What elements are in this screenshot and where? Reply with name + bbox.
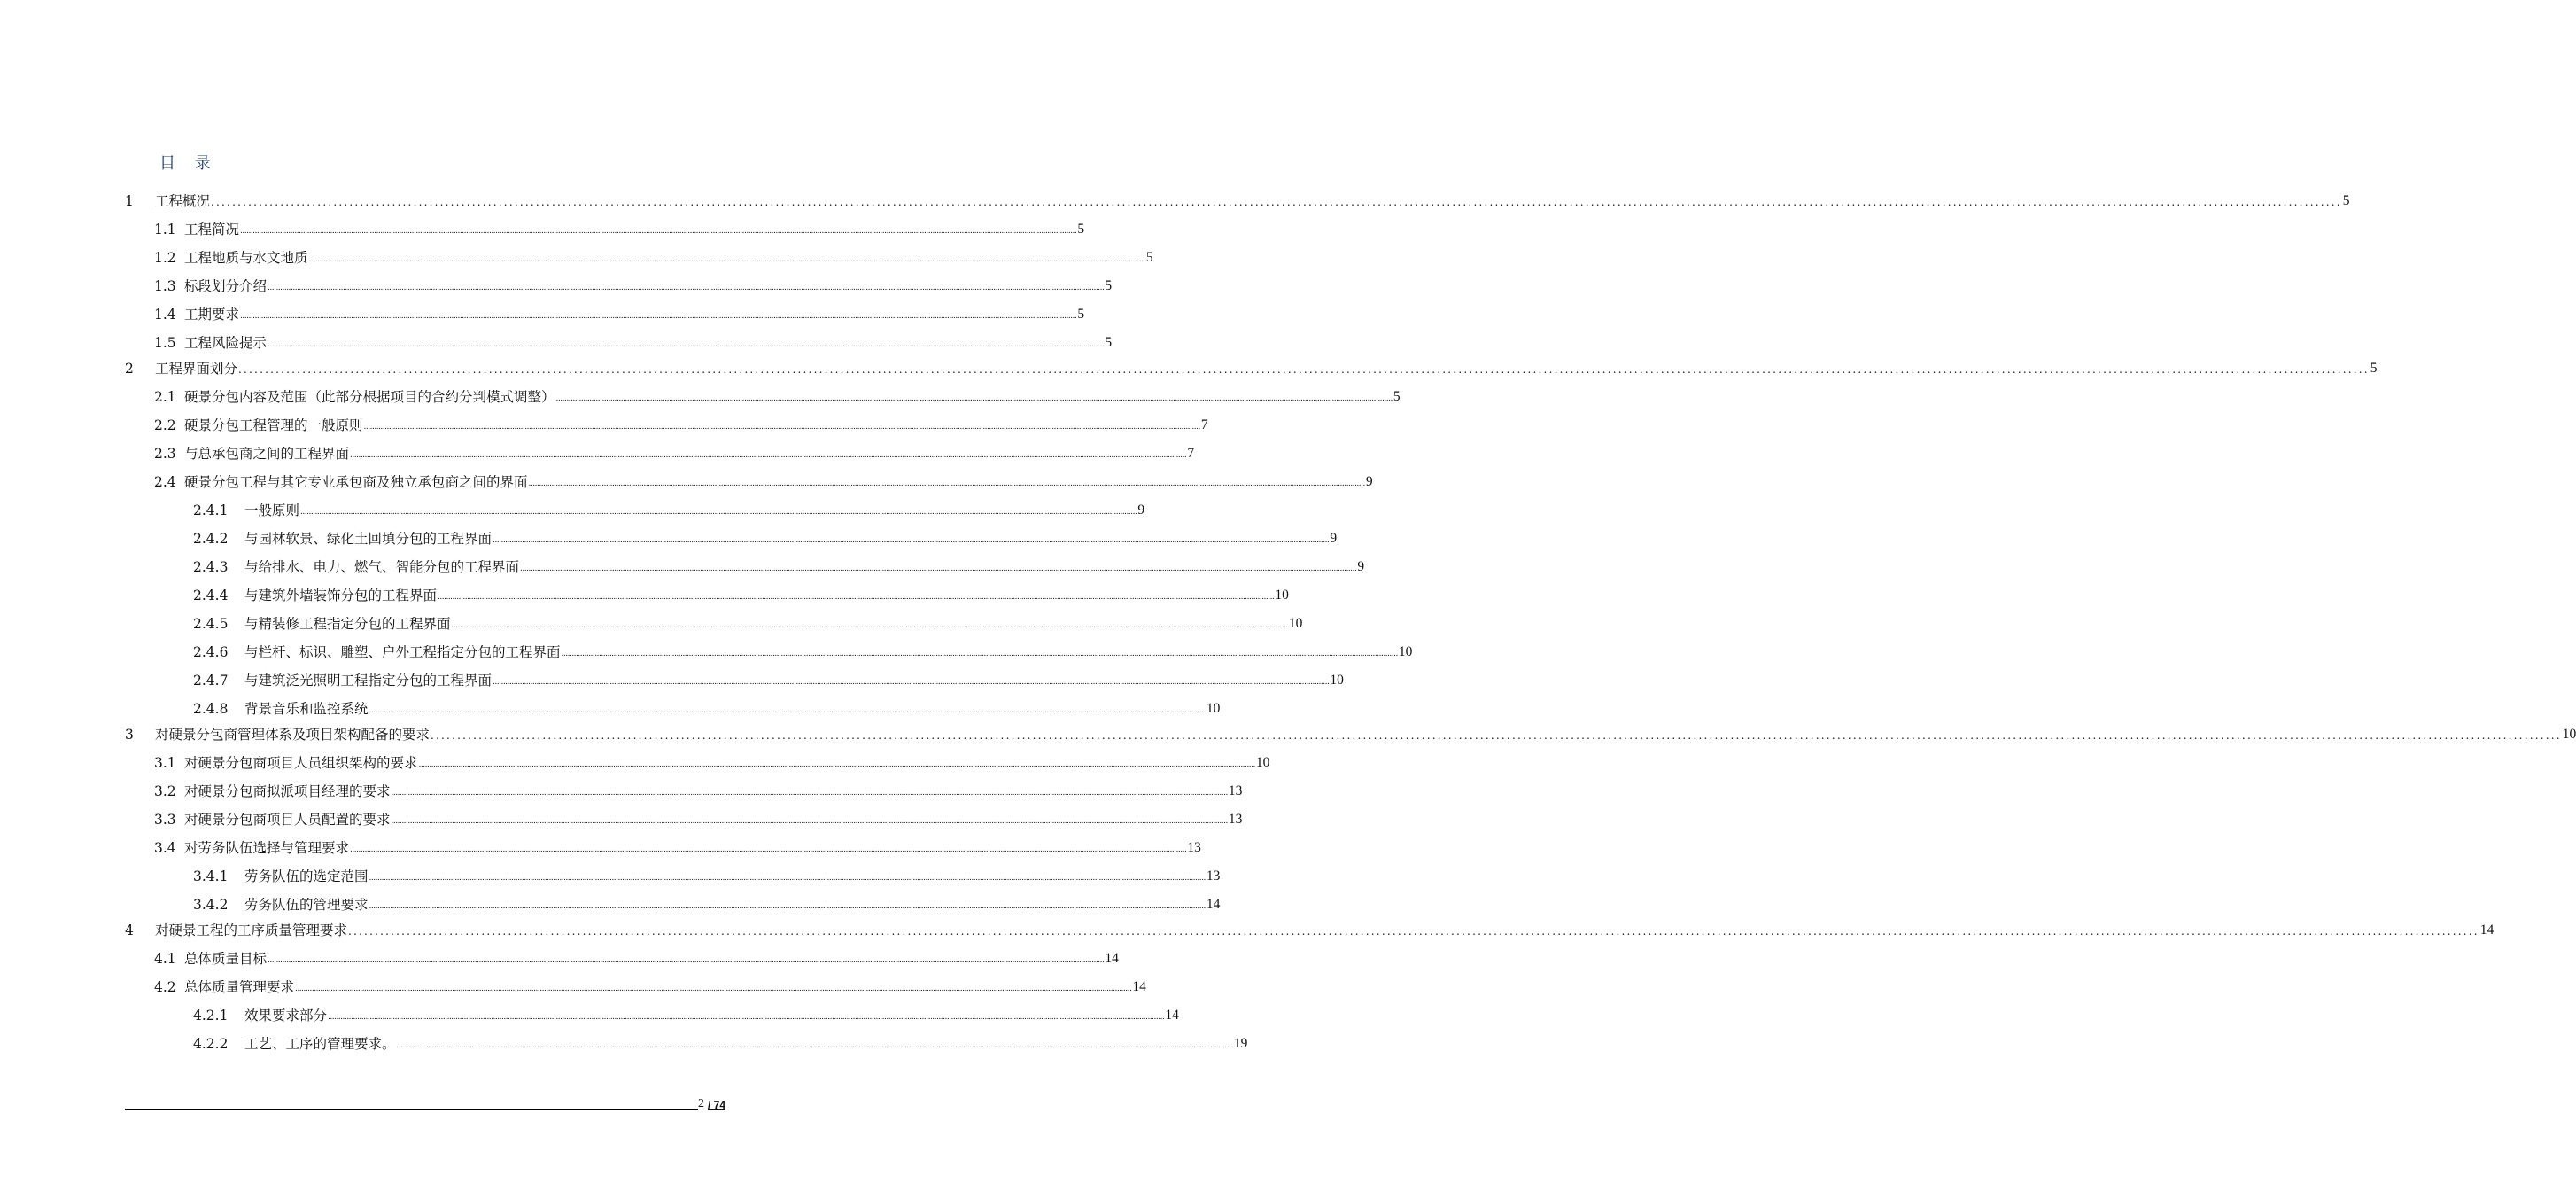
footer-page-total: / 74	[708, 1099, 726, 1111]
toc-entry-page: 13	[1206, 868, 1221, 884]
toc-entry-number: 1	[125, 193, 134, 209]
toc-entry-page: 14	[1105, 951, 1119, 966]
toc-entry-page: 9	[1137, 502, 1145, 518]
toc-entry-number: 2.4.2	[193, 531, 229, 547]
toc-entry-page: 10	[1398, 644, 1413, 659]
toc-dot-leader: ................................................................................................................................................................................................................................................................................................................................................................................................................	[348, 925, 2479, 938]
toc-entry-2-3[interactable]	[154, 440, 1195, 462]
toc-entry-page: 14	[1165, 1008, 1179, 1023]
toc-dot-leader: ................................................................................................................................................................................................................................................................................................................................................................................................................	[391, 817, 1228, 826]
toc-entry-title: 硬景分包工程管理的一般原则	[184, 417, 363, 433]
toc-entry-3-2[interactable]	[154, 778, 1243, 799]
footer-page-number: 2	[698, 1097, 704, 1110]
toc-entry-page: 5	[1105, 278, 1113, 293]
toc-entry-number: 1.5	[154, 335, 176, 351]
toc-entry-number: 3.4	[154, 840, 176, 856]
toc-entry-number: 4.2.2	[193, 1036, 229, 1052]
toc-entry-title: 对硬景分包商项目人员组织架构的要求	[184, 755, 418, 771]
toc-entry-page: 5	[2370, 361, 2378, 376]
toc-title: 目 录	[159, 154, 218, 173]
toc-entry-4-1[interactable]	[154, 946, 1119, 967]
toc-entry-title: 对劳务队伍选择与管理要求	[184, 840, 350, 856]
toc-entry-page: 5	[1077, 307, 1085, 322]
toc-entry-4-2[interactable]	[154, 974, 1146, 995]
toc-entry-1-5[interactable]	[154, 330, 1113, 351]
toc-entry-title: 对硬景分包商项目人员配置的要求	[184, 812, 391, 828]
toc-entry-2-1[interactable]	[154, 384, 1401, 405]
toc-entry-number: 4.1	[154, 951, 176, 967]
toc-entry-page: 14	[1206, 897, 1221, 912]
toc-entry-page: 9	[1330, 531, 1338, 546]
toc-entry-number: 1.2	[154, 250, 176, 266]
toc-dot-leader: ................................................................................................................................................................................................................................................................................................................................................................................................................	[268, 284, 1105, 292]
toc-entry-2-4-8[interactable]	[193, 696, 1221, 717]
toc-entry-page: 9	[1357, 559, 1365, 574]
toc-entry-3-1[interactable]	[154, 750, 1270, 771]
toc-entry-number: 2.4.6	[193, 644, 229, 660]
toc-entry-number: 3.4.2	[193, 897, 229, 913]
toc-entry-page: 10	[1288, 616, 1303, 631]
toc-entry-2-4-3[interactable]	[193, 554, 1365, 575]
toc-entry-1-2[interactable]	[154, 245, 1153, 266]
toc-entry-1-3[interactable]	[154, 273, 1113, 294]
toc-dot-leader: ................................................................................................................................................................................................................................................................................................................................................................................................................	[238, 363, 2370, 376]
toc-entry-title: 对硬景工程的工序质量管理要求	[155, 922, 348, 938]
toc-entry-page: 9	[1365, 474, 1373, 489]
toc-entry-2-4[interactable]	[154, 469, 1373, 490]
toc-entry-2-4-5[interactable]	[193, 611, 1303, 632]
toc-entry-title: 工程地质与水文地质	[184, 250, 308, 266]
toc-entry-number: 3.4.1	[193, 868, 229, 884]
toc-dot-leader: ................................................................................................................................................................................................................................................................................................................................................................................................................	[350, 845, 1187, 854]
toc-dot-leader: ................................................................................................................................................................................................................................................................................................................................................................................................................	[438, 593, 1275, 602]
toc-entry-2[interactable]	[125, 355, 2378, 377]
toc-entry-number: 4.2.1	[193, 1008, 229, 1024]
toc-entry-number: 2.3	[154, 446, 176, 462]
toc-dot-leader: ................................................................................................................................................................................................................................................................................................................................................................................................................	[431, 729, 2562, 742]
toc-dot-leader: ................................................................................................................................................................................................................................................................................................................................................................................................................	[561, 650, 1398, 658]
toc-entry-number: 3.2	[154, 783, 176, 799]
toc-entry-title: 硬景分包内容及范围（此部分根据项目的合约分判模式调整）	[184, 389, 555, 405]
toc-entry-page: 13	[1187, 840, 1201, 855]
toc-entry-3[interactable]	[125, 721, 2576, 743]
toc-entry-title: 硬景分包工程与其它专业承包商及独立承包商之间的界面	[184, 474, 528, 490]
toc-entry-title: 工程概况	[155, 193, 211, 209]
toc-entry-number: 1.1	[154, 222, 176, 237]
toc-entry-4-2-2[interactable]	[193, 1031, 1248, 1052]
toc-dot-leader: ................................................................................................................................................................................................................................................................................................................................................................................................................	[391, 789, 1228, 798]
toc-entry-number: 2.4.7	[193, 673, 229, 689]
toc-dot-leader: ................................................................................................................................................................................................................................................................................................................................................................................................................	[328, 1013, 1165, 1022]
toc-entry-title: 效果要求部分	[244, 1008, 328, 1024]
toc-dot-leader: ................................................................................................................................................................................................................................................................................................................................................................................................................	[555, 394, 1393, 403]
toc-dot-leader: ................................................................................................................................................................................................................................................................................................................................................................................................................	[350, 451, 1187, 460]
toc-entry-title: 标段划分介绍	[184, 278, 268, 294]
toc-entry-page: 14	[2479, 922, 2495, 938]
toc-entry-title: 工程简况	[184, 222, 240, 237]
toc-entry-2-4-1[interactable]	[193, 497, 1145, 518]
toc-entry-page: 7	[1187, 446, 1195, 461]
toc-entry-title: 工程界面划分	[155, 361, 238, 377]
toc-dot-leader: ................................................................................................................................................................................................................................................................................................................................................................................................................	[396, 1041, 1233, 1050]
toc-dot-leader: ................................................................................................................................................................................................................................................................................................................................................................................................................	[240, 227, 1077, 236]
toc-dot-leader: ................................................................................................................................................................................................................................................................................................................................................................................................................	[528, 479, 1365, 488]
toc-dot-leader: ................................................................................................................................................................................................................................................................................................................................................................................................................	[295, 985, 1132, 993]
toc-entry-1-4[interactable]	[154, 301, 1085, 323]
toc-entry-title: 工期要求	[184, 307, 240, 323]
toc-entry-4-2-1[interactable]	[193, 1002, 1179, 1024]
toc-entry-title: 与建筑泛光照明工程指定分包的工程界面	[244, 673, 493, 689]
toc-entry-page: 10	[1255, 755, 1270, 770]
toc-dot-leader: ................................................................................................................................................................................................................................................................................................................................................................................................................	[308, 255, 1145, 264]
toc-entry-2-2[interactable]	[154, 412, 1208, 433]
toc-entry-title: 与给排水、电力、燃气、智能分包的工程界面	[244, 559, 520, 575]
toc-entry-number: 2	[125, 361, 134, 377]
toc-entry-page: 10	[1206, 701, 1221, 716]
toc-entry-number: 1.4	[154, 307, 176, 323]
footer-rule	[125, 1109, 698, 1110]
toc-entry-title: 一般原则	[244, 502, 300, 518]
toc-entry-title: 背景音乐和监控系统	[244, 701, 369, 717]
toc-entry-number: 3	[125, 727, 134, 743]
toc-entry-number: 2.4.4	[193, 588, 229, 603]
toc-entry-2-4-2[interactable]	[193, 525, 1338, 547]
toc-entry-page: 5	[1105, 335, 1113, 350]
toc-entry-number: 2.4.1	[193, 502, 229, 518]
toc-entry-2-4-4[interactable]	[193, 582, 1289, 603]
toc-entry-title: 工程风险提示	[184, 335, 268, 351]
toc-entry-4[interactable]	[125, 917, 2495, 938]
toc-dot-leader: ................................................................................................................................................................................................................................................................................................................................................................................................................	[211, 196, 2342, 208]
toc-entry-page: 5	[2342, 193, 2350, 208]
toc-entry-1[interactable]	[125, 188, 2350, 209]
toc-dot-leader: ................................................................................................................................................................................................................................................................................................................................................................................................................	[451, 621, 1288, 630]
toc-entry-number: 4.2	[154, 979, 176, 995]
toc-dot-leader: ................................................................................................................................................................................................................................................................................................................................................................................................................	[268, 956, 1105, 965]
toc-entry-title: 与栏杆、标识、雕塑、户外工程指定分包的工程界面	[244, 644, 561, 660]
toc-entry-number: 2.4	[154, 474, 176, 490]
toc-entry-page: 10	[1330, 673, 1344, 688]
toc-entry-page: 13	[1228, 783, 1243, 798]
toc-entry-number: 2.1	[154, 389, 176, 405]
toc-entry-2-4-6[interactable]	[193, 639, 1413, 660]
toc-entry-2-4-7[interactable]	[193, 667, 1344, 689]
toc-entry-3-4-1[interactable]	[193, 863, 1221, 884]
toc-entry-title: 对硬景分包商拟派项目经理的要求	[184, 783, 391, 799]
toc-entry-number: 3.1	[154, 755, 176, 771]
toc-dot-leader: ................................................................................................................................................................................................................................................................................................................................................................................................................	[369, 874, 1206, 883]
toc-entry-number: 2.4.5	[193, 616, 229, 632]
toc-dot-leader: ................................................................................................................................................................................................................................................................................................................................................................................................................	[240, 312, 1077, 321]
toc-entry-number: 2.2	[154, 417, 176, 433]
toc-entry-title: 与总承包商之间的工程界面	[184, 446, 350, 462]
toc-entry-page: 10	[1275, 588, 1289, 603]
toc-dot-leader: ................................................................................................................................................................................................................................................................................................................................................................................................................	[369, 706, 1206, 715]
toc-entry-title: 与精装修工程指定分包的工程界面	[244, 616, 451, 632]
toc-entry-page: 5	[1393, 389, 1401, 404]
toc-entry-1-1[interactable]	[154, 216, 1085, 237]
toc-entry-number: 1.3	[154, 278, 176, 294]
toc-entry-title: 劳务队伍的选定范围	[244, 868, 369, 884]
toc-entry-title: 对硬景分包商管理体系及项目架构配备的要求	[155, 727, 431, 743]
toc-dot-leader: ................................................................................................................................................................................................................................................................................................................................................................................................................	[493, 678, 1330, 687]
toc-dot-leader: ................................................................................................................................................................................................................................................................................................................................................................................................................	[520, 564, 1357, 573]
toc-entry-title: 总体质量管理要求	[184, 979, 295, 995]
toc-entry-page: 19	[1233, 1036, 1248, 1051]
toc-dot-leader: ................................................................................................................................................................................................................................................................................................................................................................................................................	[369, 902, 1206, 911]
toc-entry-page: 7	[1200, 417, 1208, 432]
toc-entry-page: 10	[2562, 727, 2576, 742]
toc-entry-title: 劳务队伍的管理要求	[244, 897, 369, 913]
toc-entry-number: 3.3	[154, 812, 176, 828]
toc-dot-leader: ................................................................................................................................................................................................................................................................................................................................................................................................................	[363, 423, 1200, 432]
toc-entry-number: 2.4.8	[193, 701, 229, 717]
toc-dot-leader: ................................................................................................................................................................................................................................................................................................................................................................................................................	[418, 760, 1255, 769]
toc-entry-3-4-2[interactable]	[193, 891, 1221, 913]
toc-dot-leader: ................................................................................................................................................................................................................................................................................................................................................................................................................	[268, 340, 1105, 349]
toc-entry-page: 5	[1145, 250, 1153, 265]
toc-entry-3-4[interactable]	[154, 835, 1201, 856]
toc-entry-page: 13	[1228, 812, 1243, 827]
toc-entry-3-3[interactable]	[154, 806, 1243, 828]
toc-dot-leader: ................................................................................................................................................................................................................................................................................................................................................................................................................	[300, 508, 1137, 517]
toc-entry-number: 2.4.3	[193, 559, 229, 575]
toc-entry-page: 5	[1077, 222, 1085, 237]
toc-entry-title: 工艺、工序的管理要求。	[244, 1036, 396, 1052]
toc-entry-number: 4	[125, 922, 134, 938]
toc-entry-title: 与建筑外墙装饰分包的工程界面	[244, 588, 438, 603]
toc-entry-page: 14	[1132, 979, 1146, 994]
toc-entry-title: 与园林软景、绿化土回填分包的工程界面	[244, 531, 493, 547]
toc-dot-leader: ................................................................................................................................................................................................................................................................................................................................................................................................................	[493, 536, 1330, 545]
toc-entry-title: 总体质量目标	[184, 951, 268, 967]
